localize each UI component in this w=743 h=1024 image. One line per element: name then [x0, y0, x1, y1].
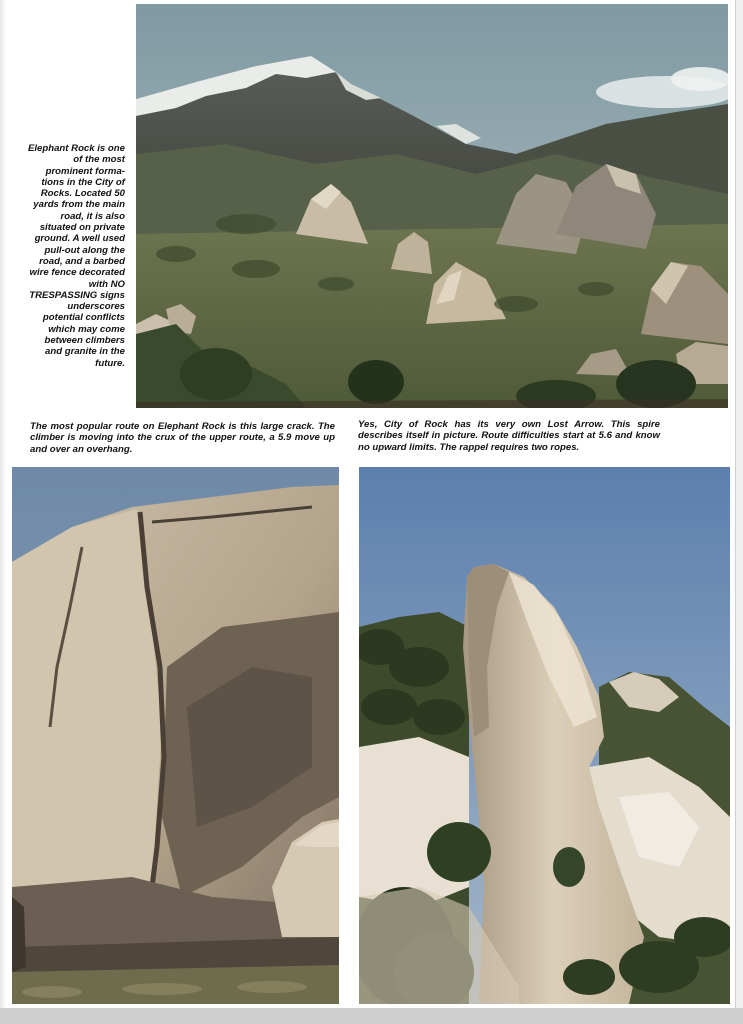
lost-arrow-caption: Yes, City of Rock has its very own Lost Arrow. This spire describes itself in picture. Route difficulties start at 5.6 and know no upward limits. The rappel requires two ropes. [358, 419, 660, 453]
side-caption-line: yards from the main [33, 199, 125, 211]
side-caption-line: ground. A well used [34, 233, 125, 245]
side-caption-line: and granite in the [45, 346, 125, 358]
side-caption-line: Rocks. Located 50 [40, 188, 125, 200]
side-caption-line: which may come [48, 323, 125, 335]
side-caption-line: road, and a barbed [39, 255, 125, 267]
page-left-edge [0, 0, 6, 1008]
side-caption-line: Elephant Rock is one [27, 143, 125, 154]
side-caption-line: with NO [88, 278, 125, 290]
side-caption-line: TRESPASSING signs [29, 289, 125, 301]
side-caption-line: between climbers [44, 335, 125, 347]
side-caption-line: underscores [67, 301, 125, 313]
elephant-rock-route-caption: The most popular route on Elephant Rock is this large crack. The climber is moving into the crux of the upper route, a 5.9 move up and over an overhang. [30, 421, 335, 455]
side-caption-line: potential conflicts [42, 312, 125, 324]
mountain-landscape-photo [136, 4, 728, 408]
side-caption-line: of the most [73, 154, 125, 166]
side-caption-line: wire fence decorated [29, 267, 125, 279]
side-caption-line: road, it is also [60, 210, 125, 222]
elephant-rock-side-caption [12, 143, 125, 369]
elephant-rock-face-photo [12, 467, 339, 1004]
scan-bottom-strip [0, 1008, 743, 1024]
side-caption-line: pull-out along the [44, 244, 125, 256]
side-caption-line: prominent forma- [45, 165, 125, 177]
side-caption-line: tions in the City of [41, 176, 125, 188]
side-caption-line: situated on private [39, 222, 125, 234]
lost-arrow-spire-photo [359, 467, 730, 1004]
side-caption-line: future. [95, 357, 125, 369]
page-right-edge [735, 0, 743, 1008]
